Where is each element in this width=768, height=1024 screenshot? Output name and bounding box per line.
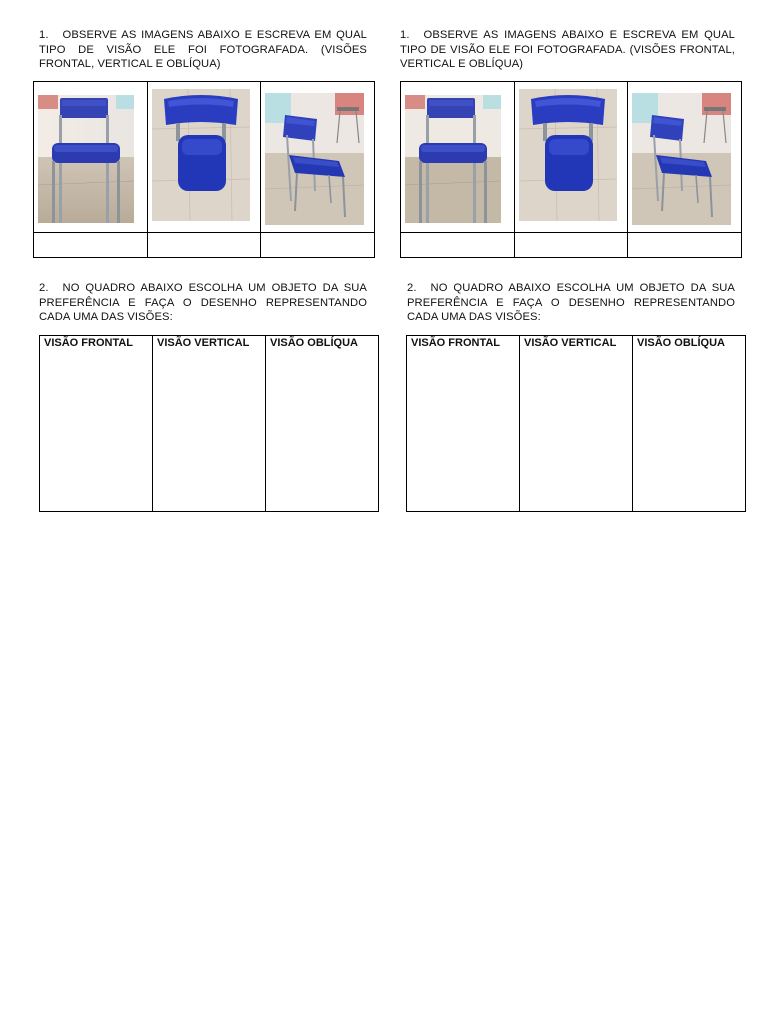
column-header-vertical: VISÃO VERTICAL	[524, 337, 617, 349]
photo-cell-oblique	[261, 82, 375, 233]
photo-cell-front	[401, 82, 515, 233]
column-header-frontal: VISÃO FRONTAL	[411, 337, 501, 349]
question-number: 1.	[39, 29, 49, 41]
answer-field-front[interactable]	[401, 233, 515, 258]
chair-top-photo	[152, 89, 250, 221]
drawing-area-obliqua[interactable]	[633, 336, 746, 512]
question-number: 2.	[39, 282, 49, 294]
photo-table-left	[33, 81, 375, 258]
chair-front-photo	[405, 95, 501, 223]
question-text: OBSERVE AS IMAGENS ABAIXO E ESCREVA EM QUAL TIPO DE VISÃO ELE FOI FOTOGRAFADA. (VISÕES FRONTAL, VERTICAL E OBLÍQUA)	[39, 29, 367, 71]
question-number: 2.	[407, 282, 417, 294]
photo-cell-top	[147, 82, 261, 233]
question-2-right	[407, 281, 735, 325]
drawing-area-frontal[interactable]	[407, 336, 520, 512]
column-header-obliqua: VISÃO OBLÍQUA	[270, 337, 359, 349]
chair-top-photo	[519, 89, 617, 221]
question-text: NO QUADRO ABAIXO ESCOLHA UM OBJETO DA SUA PREFERÊNCIA E FAÇA O DESENHO REPRESENTANDO CADA UMA DAS VISÕES:	[39, 282, 367, 324]
drawing-area-obliqua[interactable]	[266, 336, 379, 512]
answer-field-top[interactable]	[514, 233, 628, 258]
question-2-left	[39, 281, 367, 325]
drawing-area-vertical[interactable]	[520, 336, 633, 512]
drawing-area-frontal[interactable]	[40, 336, 153, 512]
drawing-table-left	[39, 335, 379, 512]
photo-cell-top	[514, 82, 628, 233]
chair-oblique-photo	[265, 93, 364, 225]
column-header-frontal: VISÃO FRONTAL	[44, 337, 134, 349]
drawing-area-vertical[interactable]	[153, 336, 266, 512]
answer-field-oblique[interactable]	[261, 233, 375, 258]
chair-front-photo	[38, 95, 134, 223]
chair-oblique-photo	[632, 93, 731, 225]
photo-cell-front	[34, 82, 148, 233]
answer-field-oblique[interactable]	[628, 233, 742, 258]
question-number: 1.	[400, 29, 410, 41]
question-1-right	[400, 28, 735, 72]
drawing-table-right	[406, 335, 746, 512]
answer-field-front[interactable]	[34, 233, 148, 258]
photo-cell-oblique	[628, 82, 742, 233]
question-text: NO QUADRO ABAIXO ESCOLHA UM OBJETO DA SUA PREFERÊNCIA E FAÇA O DESENHO REPRESENTANDO CADA UMA DAS VISÕES:	[407, 282, 735, 324]
question-1-left	[39, 28, 367, 72]
column-header-obliqua: VISÃO OBLÍQUA	[637, 337, 726, 349]
answer-field-top[interactable]	[147, 233, 261, 258]
photo-table-right	[400, 81, 742, 258]
question-text: OBSERVE AS IMAGENS ABAIXO E ESCREVA EM QUAL TIPO DE VISÃO ELE FOI FOTOGRAFADA. (VISÕES FRONTAL, VERTICAL E OBLÍQUA)	[400, 29, 735, 71]
column-header-vertical: VISÃO VERTICAL	[157, 337, 250, 349]
